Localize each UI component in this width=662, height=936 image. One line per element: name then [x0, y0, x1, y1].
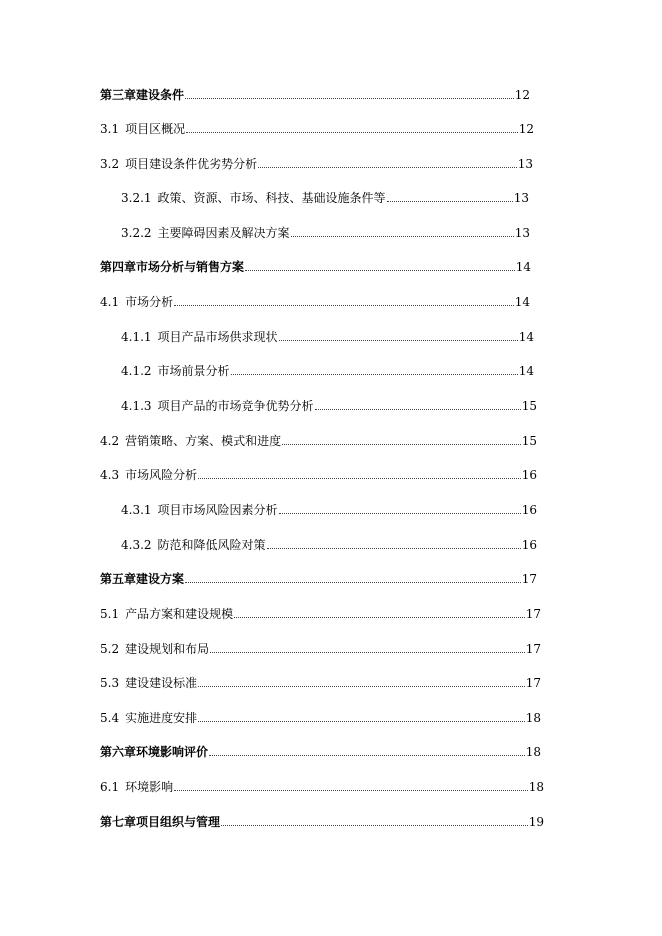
toc-entry[interactable]	[100, 157, 533, 171]
toc-section-number: 5.4	[100, 711, 120, 725]
toc-page-number: 13	[513, 191, 529, 205]
toc-entry[interactable]	[121, 399, 537, 413]
toc-title: 建设建设标准	[125, 676, 198, 690]
toc-dot-leader	[267, 547, 521, 549]
toc-entry[interactable]	[121, 330, 534, 344]
toc-page-number: 14	[514, 295, 530, 309]
toc-page-number: 18	[525, 745, 541, 759]
toc-entry[interactable]	[121, 226, 530, 240]
toc-entry[interactable]	[100, 780, 544, 794]
toc-title: 环境影响	[125, 780, 174, 794]
toc-page-number: 14	[515, 260, 531, 274]
toc-title: 第四章市场分析与销售方案	[100, 260, 245, 274]
toc-page-number: 15	[521, 434, 537, 448]
toc-page-number: 12	[514, 88, 530, 102]
toc-page-number: 13	[517, 157, 533, 171]
toc-section-number: 4.2	[100, 434, 120, 448]
toc-entry[interactable]	[100, 711, 541, 725]
toc-section-number: 4.1.1	[121, 330, 152, 344]
toc-dot-leader	[387, 200, 513, 202]
toc-title: 市场分析	[125, 295, 174, 309]
toc-page-number: 14	[518, 364, 534, 378]
toc-page-number: 17	[525, 607, 541, 621]
toc-entry[interactable]	[121, 364, 534, 378]
toc-title: 项目区概况	[125, 122, 186, 136]
toc-chapter-entry[interactable]	[100, 260, 531, 274]
toc-title: 产品方案和建设规模	[125, 607, 234, 621]
toc-page-number: 13	[514, 226, 530, 240]
toc-section-number: 3.2	[100, 157, 120, 171]
toc-dot-leader	[245, 269, 515, 271]
toc-dot-leader	[315, 408, 521, 410]
toc-title: 实施进度安排	[125, 711, 198, 725]
toc-page-number: 12	[518, 122, 534, 136]
toc-section-number: 3.2.1	[121, 191, 152, 205]
toc-dot-leader	[279, 512, 521, 514]
toc-page-number: 15	[521, 399, 537, 413]
toc-dot-leader	[185, 97, 514, 99]
toc-title: 第六章环境影响评价	[100, 745, 209, 759]
toc-dot-leader	[210, 651, 525, 653]
toc-page-number: 14	[518, 330, 534, 344]
toc-section-number: 3.2.2	[121, 226, 152, 240]
toc-entry[interactable]	[100, 642, 541, 656]
toc-section-number: 5.1	[100, 607, 120, 621]
toc-title: 政策、资源、市场、科技、基础设施条件等	[157, 191, 386, 205]
toc-entry[interactable]	[121, 503, 537, 517]
toc-section-number: 4.3.1	[121, 503, 152, 517]
toc-section-number: 4.3.2	[121, 538, 152, 552]
toc-section-number: 4.3	[100, 468, 120, 482]
toc-entry[interactable]	[100, 295, 530, 309]
toc-dot-leader	[198, 685, 525, 687]
toc-dot-leader	[231, 373, 518, 375]
toc-title: 第七章项目组织与管理	[100, 815, 221, 829]
toc-dot-leader	[258, 166, 517, 168]
toc-dot-leader	[174, 304, 514, 306]
toc-dot-leader	[198, 477, 521, 479]
toc-page-number: 16	[521, 538, 537, 552]
toc-dot-leader	[198, 720, 525, 722]
toc-entry[interactable]	[100, 676, 541, 690]
toc-dot-leader	[291, 235, 514, 237]
toc-dot-leader	[282, 443, 521, 445]
toc-chapter-entry[interactable]	[100, 88, 530, 102]
toc-section-number: 3.1	[100, 122, 120, 136]
toc-entry[interactable]	[100, 434, 537, 448]
toc-title: 项目产品的市场竞争优势分析	[157, 399, 314, 413]
toc-entry[interactable]	[100, 122, 534, 136]
toc-title: 防范和降低风险对策	[157, 538, 266, 552]
toc-dot-leader	[221, 824, 528, 826]
toc-page-number: 18	[525, 711, 541, 725]
toc-page-number: 16	[521, 468, 537, 482]
toc-chapter-entry[interactable]	[100, 815, 544, 829]
toc-section-number: 4.1	[100, 295, 120, 309]
toc-entry[interactable]	[121, 538, 537, 552]
toc-page-number: 17	[521, 572, 537, 586]
toc-section-number: 6.1	[100, 780, 120, 794]
toc-page-number: 19	[528, 815, 544, 829]
toc-entry[interactable]	[121, 191, 529, 205]
toc-page-number: 17	[525, 676, 541, 690]
toc-title: 项目建设条件优劣势分析	[125, 157, 258, 171]
toc-title: 营销策略、方案、模式和进度	[125, 434, 282, 448]
toc-title: 第五章建设方案	[100, 572, 185, 586]
toc-page-number: 16	[521, 503, 537, 517]
toc-chapter-entry[interactable]	[100, 745, 541, 759]
toc-section-number: 4.1.2	[121, 364, 152, 378]
toc-dot-leader	[209, 754, 525, 756]
toc-title: 项目产品市场供求现状	[157, 330, 278, 344]
toc-title: 项目市场风险因素分析	[157, 503, 278, 517]
toc-dot-leader	[234, 616, 525, 618]
toc-section-number: 4.1.3	[121, 399, 152, 413]
toc-page-number: 18	[528, 780, 544, 794]
toc-dot-leader	[185, 581, 521, 583]
toc-title: 第三章建设条件	[100, 88, 185, 102]
toc-section-number: 5.2	[100, 642, 120, 656]
toc-title: 市场风险分析	[125, 468, 198, 482]
toc-page-number: 17	[525, 642, 541, 656]
toc-dot-leader	[279, 339, 518, 341]
toc-title: 主要障碍因素及解决方案	[157, 226, 290, 240]
toc-dot-leader	[186, 131, 518, 133]
toc-dot-leader	[174, 789, 528, 791]
toc-title: 建设规划和布局	[125, 642, 210, 656]
toc-section-number: 5.3	[100, 676, 120, 690]
toc-entry[interactable]	[100, 607, 541, 621]
toc-chapter-entry[interactable]	[100, 572, 537, 586]
toc-entry[interactable]	[100, 468, 537, 482]
toc-title: 市场前景分析	[157, 364, 230, 378]
